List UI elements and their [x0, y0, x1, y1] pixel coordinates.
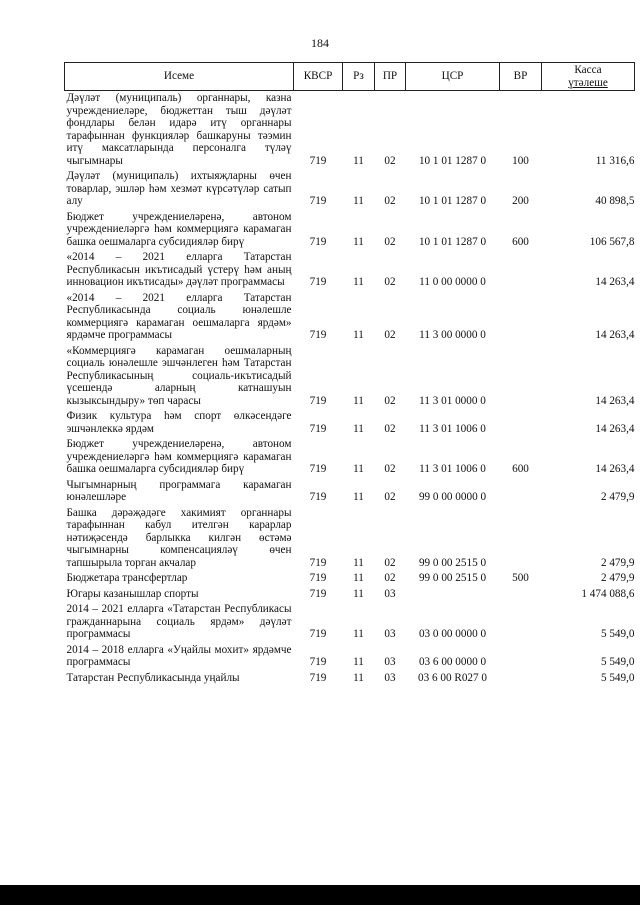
- table-row: [65, 344, 635, 410]
- cell-kvsr: 719: [309, 329, 327, 341]
- cell-pr: 03: [384, 671, 396, 684]
- cell-amount: 40 898,5: [595, 195, 635, 207]
- table-row: [65, 210, 635, 251]
- cell-name: Дәүләт (муниципаль) ихтыяҗларны өчен товарлар, эшләр һәм хезмәт күрсәтүләр сатып алу: [66, 170, 292, 207]
- cell-amount: 2 479,9: [600, 572, 635, 584]
- cell-pr: 02: [384, 329, 396, 341]
- cell-amount: 5 549,0: [600, 671, 635, 684]
- cell-amount: 14 263,4: [595, 394, 635, 407]
- table-row: [65, 602, 635, 643]
- cell-csr: 10 1 01 1287 0: [418, 195, 487, 207]
- cell-csr: 03 6 00 0000 0: [418, 656, 487, 668]
- cell-pr: 02: [384, 422, 396, 435]
- cell-csr: 11 3 00 0000 0: [419, 329, 486, 341]
- table-row: [65, 409, 635, 437]
- table-row: [65, 91, 635, 170]
- cell-name: «2014 – 2021 елларга Татарстан Республикасында социаль юнәлешле коммерциягә карамаган оешмаларга ярдәм» ярдәмче программасы: [66, 291, 292, 341]
- cell-rz: 11: [353, 422, 364, 435]
- cell-amount: 14 263,4: [595, 329, 635, 341]
- table-row: [65, 587, 635, 603]
- table-row: [65, 506, 635, 572]
- scan-bottom-border: [0, 885, 640, 905]
- cell-kvsr: 719: [309, 587, 327, 600]
- cell-pr: 02: [384, 463, 396, 475]
- cell-vr: 100: [512, 154, 529, 167]
- cell-amount: 11 316,6: [595, 154, 635, 167]
- cell-rz: 11: [353, 671, 364, 684]
- cell-kvsr: 719: [309, 572, 327, 584]
- budget-table: [64, 62, 635, 686]
- cell-rz: 11: [353, 463, 364, 475]
- cell-name: 2014 – 2021 елларга «Татарстан Республикасы гражданнарына социаль ярдәм» дәүләт программасы: [66, 603, 292, 640]
- cell-pr: 02: [384, 276, 396, 288]
- cell-csr: [406, 587, 500, 603]
- cell-kvsr: 719: [309, 394, 327, 407]
- header-pr: ПР: [375, 63, 406, 91]
- cell-pr: 02: [384, 394, 396, 407]
- header-csr: ЦСР: [406, 63, 500, 91]
- cell-vr: [500, 344, 542, 410]
- cell-rz: 11: [353, 394, 364, 407]
- cell-vr: 200: [512, 195, 529, 207]
- cell-vr: 600: [512, 235, 529, 248]
- cell-csr: 11 3 01 0000 0: [419, 394, 486, 407]
- cell-rz: 11: [353, 235, 364, 248]
- cell-csr: 03 6 00 R027 0: [418, 671, 487, 684]
- cell-csr: 03 0 00 0000 0: [418, 628, 487, 640]
- cell-amount: 5 549,0: [600, 656, 635, 668]
- cell-name: Башка дәрәҗәдәге хакимият органнары тарафыннан кабул ителгән карарлар нәтиҗәсендә барлыкка килгән өстәмә чыгымнарны компенсацияләү өчен тапшырыла торган акчалар: [66, 506, 292, 569]
- table-row: [65, 169, 635, 210]
- cell-kvsr: 719: [309, 276, 327, 288]
- cell-rz: 11: [353, 556, 364, 569]
- cell-kvsr: 719: [309, 671, 327, 684]
- cell-amount: 14 263,4: [595, 422, 635, 435]
- cell-csr: 11 0 00 0000 0: [419, 276, 486, 288]
- header-rz: Рз: [343, 63, 375, 91]
- table-row: [65, 671, 635, 687]
- cell-kvsr: 719: [309, 463, 327, 475]
- cell-name: Физик культура һәм спорт өлкәсендәге эшчәнлеккә ярдәм: [66, 410, 292, 435]
- cell-pr: 02: [384, 556, 396, 569]
- cell-pr: 02: [384, 572, 396, 584]
- cell-amount: 14 263,4: [595, 463, 635, 475]
- cell-kvsr: 719: [309, 154, 327, 167]
- page-number: 184: [311, 36, 329, 50]
- cell-vr: [500, 250, 542, 291]
- cell-csr: 11 3 01 1006 0: [419, 463, 486, 475]
- cell-rz: 11: [353, 628, 364, 640]
- cell-vr: [500, 478, 542, 506]
- cell-rz: 11: [353, 329, 364, 341]
- cell-rz: 11: [353, 154, 364, 167]
- cell-name: Югары казанышлар спорты: [66, 587, 199, 600]
- cell-name: 2014 – 2018 елларга «Уңайлы мохит» ярдәмче программасы: [66, 643, 292, 668]
- cell-pr: 02: [384, 195, 396, 207]
- cell-kvsr: 719: [309, 235, 327, 248]
- cell-kvsr: 719: [309, 556, 327, 569]
- cell-amount: 5 549,0: [600, 628, 635, 640]
- cell-name: «2014 – 2021 елларга Татарстан Республикасын икътисадый үстерү һәм аның инновацион икътисады» дәүләт программасы: [66, 251, 292, 288]
- cell-kvsr: 719: [309, 422, 327, 435]
- cell-rz: 11: [353, 656, 364, 668]
- cell-kvsr: 719: [309, 628, 327, 640]
- cell-amount: 106 567,8: [589, 235, 635, 248]
- cell-amount: 1 474 088,6: [581, 587, 635, 600]
- cell-pr: 02: [384, 235, 396, 248]
- cell-amount: 14 263,4: [595, 276, 635, 288]
- cell-rz: 11: [353, 195, 364, 207]
- cell-vr: [500, 409, 542, 437]
- cell-csr: 10 1 01 1287 0: [418, 235, 487, 248]
- cell-amount: 2 479,9: [600, 491, 635, 503]
- cell-vr: [500, 291, 542, 344]
- cell-vr: [500, 602, 542, 643]
- cell-csr: 10 1 01 1287 0: [418, 154, 487, 167]
- cell-vr: [500, 643, 542, 671]
- table-header-row: [65, 63, 635, 91]
- cell-vr: [500, 506, 542, 572]
- cell-name: Бюджетара трансфертлар: [66, 572, 188, 584]
- table-row: [65, 291, 635, 344]
- cell-pr: 02: [384, 491, 396, 503]
- cell-name: Бюджет учреждениеләренә, автоном учреждениеләргә һәм коммерциягә карамаган башка оешмаларга субсидияләр бирү: [66, 438, 292, 475]
- header-kassa: [542, 63, 635, 91]
- cell-amount: 2 479,9: [600, 556, 635, 569]
- cell-name: Бюджет учреждениеләренә, автоном учреждениеләргә һәм коммерциягә карамаган башка оешмаларга субсидияләр бирү: [66, 210, 292, 248]
- header-kvsr: КВСР: [294, 63, 343, 91]
- cell-vr: [500, 671, 542, 687]
- cell-name: Чыгымнарның программага карамаган юнәлешләре: [66, 478, 292, 503]
- cell-kvsr: 719: [309, 491, 327, 503]
- cell-rz: 11: [353, 491, 364, 503]
- header-kassa-line2: үтәлеше: [568, 76, 608, 89]
- cell-name: Татарстан Республикасында уңайлы: [66, 671, 240, 684]
- cell-kvsr: 719: [309, 656, 327, 668]
- table-row: [65, 478, 635, 506]
- header-name: Исеме: [65, 63, 294, 91]
- cell-pr: 03: [384, 628, 396, 640]
- cell-csr: 99 0 00 2515 0: [418, 556, 487, 569]
- header-kassa-line1: Касса: [574, 64, 602, 76]
- cell-csr: 99 0 00 2515 0: [418, 572, 487, 584]
- cell-csr: 99 0 00 0000 0: [418, 491, 487, 503]
- cell-pr: 03: [384, 587, 396, 600]
- cell-vr: 600: [512, 463, 529, 475]
- table-row: [65, 643, 635, 671]
- header-vr: ВР: [500, 63, 542, 91]
- cell-name: Дәүләт (муниципаль) органнары, казна учреждениеләре, бюджеттан тыш дәүләт фондлары белән идарә итү органнары тарафыннан функцияләр башкаруны тәэмин итү максатларында персоналга түләү чыгымнары: [66, 92, 292, 167]
- cell-rz: 11: [353, 587, 364, 600]
- cell-pr: 02: [384, 154, 396, 167]
- cell-name: «Коммерциягә карамаган оешмаларның социаль юнәлешле эшчәнлеген һәм Татарстан Республикасының социаль-икътисадый үсешендә аларның катнашуын кызыксындыру» төп чарасы: [66, 344, 292, 407]
- cell-pr: 03: [384, 656, 396, 668]
- cell-rz: 11: [353, 276, 364, 288]
- cell-rz: 11: [353, 572, 364, 584]
- table-row: [65, 250, 635, 291]
- cell-vr: [500, 587, 542, 603]
- cell-vr: 500: [512, 572, 529, 584]
- cell-csr: 11 3 01 1006 0: [419, 422, 486, 435]
- table-row: [65, 437, 635, 478]
- table-row: [65, 571, 635, 587]
- cell-kvsr: 719: [309, 195, 327, 207]
